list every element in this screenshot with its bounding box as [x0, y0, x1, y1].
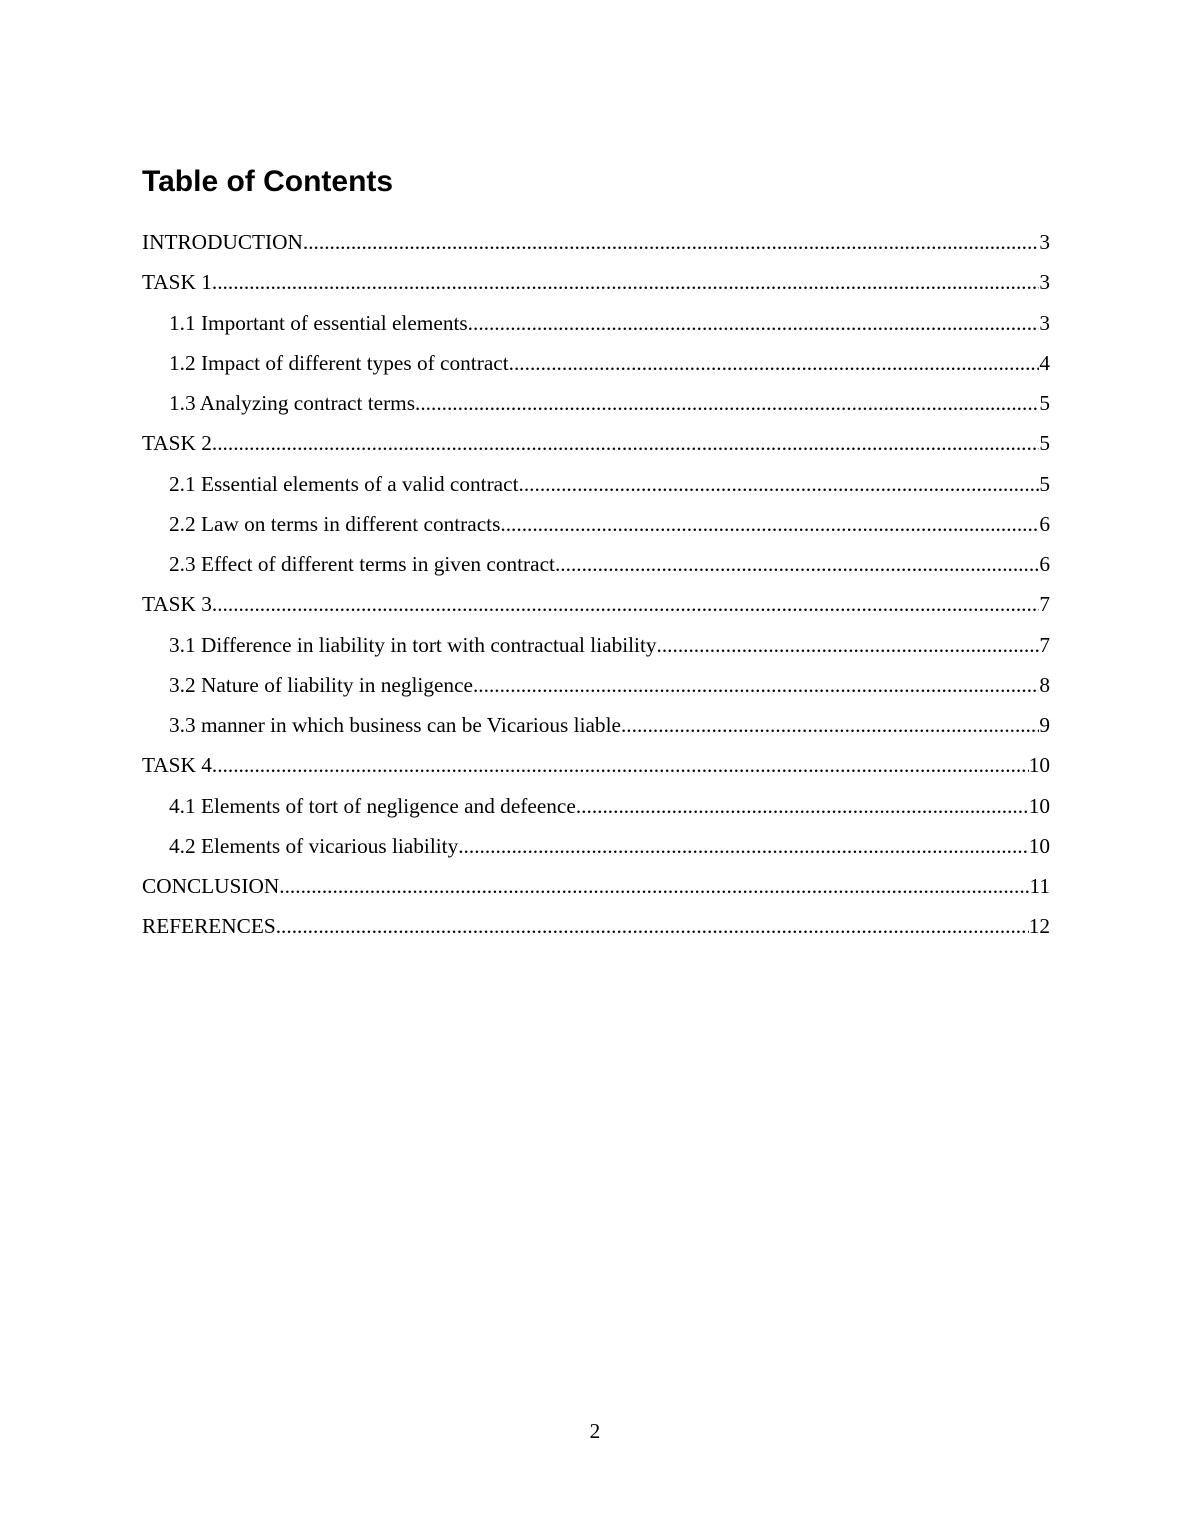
toc-entry-page: 3	[1039, 230, 1050, 254]
toc-entry-task-1[interactable]	[142, 266, 1050, 306]
toc-entry-page: 5	[1039, 471, 1050, 496]
toc-entry-page: 5	[1039, 431, 1050, 456]
toc-entry-page: 11	[1029, 874, 1050, 898]
toc-dot-leader	[576, 790, 1029, 822]
toc-entry-1-3[interactable]	[142, 387, 1050, 427]
toc-entry-title: 1.1 Important of essential elements	[169, 310, 468, 335]
toc-entry-title: 1.3 Analyzing contract terms	[169, 391, 416, 415]
toc-dot-leader	[500, 508, 1039, 540]
toc-entry-3-3[interactable]	[142, 709, 1050, 749]
toc-dot-leader	[657, 629, 1040, 661]
toc-entry-page: 6	[1039, 552, 1050, 576]
toc-entry-4-2[interactable]	[142, 830, 1050, 870]
toc-entry-title: 3.3 manner in which business can be Vicarious liable	[169, 713, 621, 737]
toc-dot-leader	[468, 307, 1040, 339]
toc-entry-page: 9	[1039, 713, 1050, 737]
toc-dot-leader	[212, 749, 1029, 781]
toc-entry-title: TASK 1	[142, 270, 212, 295]
toc-heading: Table of Contents	[142, 165, 394, 198]
toc-entry-1-2[interactable]	[142, 347, 1050, 387]
toc-dot-leader	[473, 669, 1039, 701]
toc-entry-2-3[interactable]	[142, 548, 1050, 588]
toc-entry-title: TASK 2	[142, 431, 212, 456]
toc-entry-page: 7	[1039, 632, 1050, 657]
toc-dot-leader	[415, 387, 1039, 419]
toc-dot-leader	[212, 427, 1039, 459]
toc-entry-page: 10	[1028, 793, 1050, 818]
toc-entry-page: 3	[1039, 310, 1050, 335]
toc-entry-2-2[interactable]	[142, 508, 1050, 548]
toc-entry-3-1[interactable]	[142, 629, 1050, 669]
toc-entry-title: TASK 4	[142, 753, 212, 778]
toc-entry-title: 2.2 Law on terms in different contracts	[169, 511, 501, 536]
toc-dot-leader	[303, 226, 1039, 258]
toc-entry-task-3[interactable]	[142, 588, 1050, 628]
toc-entry-page: 3	[1039, 270, 1050, 295]
toc-entry-title: INTRODUCTION	[142, 230, 303, 254]
toc-entry-title: 2.1 Essential elements of a valid contract	[169, 471, 519, 496]
toc-dot-leader	[458, 830, 1028, 862]
toc-entry-title: 4.2 Elements of vicarious liability	[169, 833, 459, 858]
toc-entry-title: TASK 3	[142, 592, 212, 617]
toc-dot-leader	[555, 548, 1039, 580]
toc-entry-title: 3.1 Difference in liability in tort with contractual liability	[169, 632, 657, 657]
toc-entry-1-1[interactable]	[142, 307, 1050, 347]
toc-entry-page: 5	[1039, 391, 1050, 415]
toc-entry-3-2[interactable]	[142, 669, 1050, 709]
toc-entry-page: 10	[1028, 753, 1050, 778]
toc-dot-leader	[276, 910, 1029, 942]
toc-entry-task-2[interactable]	[142, 427, 1050, 467]
toc-entry-page: 10	[1028, 833, 1050, 858]
toc-list	[142, 226, 1050, 951]
toc-entry-title: REFERENCES	[142, 914, 276, 939]
toc-dot-leader	[519, 468, 1040, 500]
toc-entry-page: 7	[1039, 592, 1050, 617]
toc-entry-task-4[interactable]	[142, 749, 1050, 789]
toc-entry-title: CONCLUSION	[142, 874, 280, 898]
toc-entry-page: 4	[1039, 350, 1050, 375]
toc-entry-references[interactable]	[142, 910, 1050, 950]
toc-entry-4-1[interactable]	[142, 790, 1050, 830]
page-number: 2	[589, 1419, 601, 1443]
toc-entry-title: 4.1 Elements of tort of negligence and defeence	[169, 793, 576, 818]
toc-entry-2-1[interactable]	[142, 468, 1050, 508]
toc-entry-title: 1.2 Impact of different types of contract	[169, 350, 509, 375]
toc-entry-conclusion[interactable]	[142, 870, 1050, 910]
toc-dot-leader	[212, 588, 1039, 620]
toc-dot-leader	[621, 709, 1039, 741]
toc-entry-page: 8	[1039, 672, 1050, 697]
toc-entry-page: 12	[1028, 914, 1050, 939]
toc-entry-page: 6	[1039, 511, 1050, 536]
toc-entry-title: 2.3 Effect of different terms in given contract	[169, 552, 555, 576]
toc-dot-leader	[279, 870, 1029, 902]
toc-entry-title: 3.2 Nature of liability in negligence	[169, 672, 473, 697]
toc-entry-introduction[interactable]	[142, 226, 1050, 266]
toc-dot-leader	[509, 347, 1040, 379]
toc-dot-leader	[212, 266, 1039, 298]
